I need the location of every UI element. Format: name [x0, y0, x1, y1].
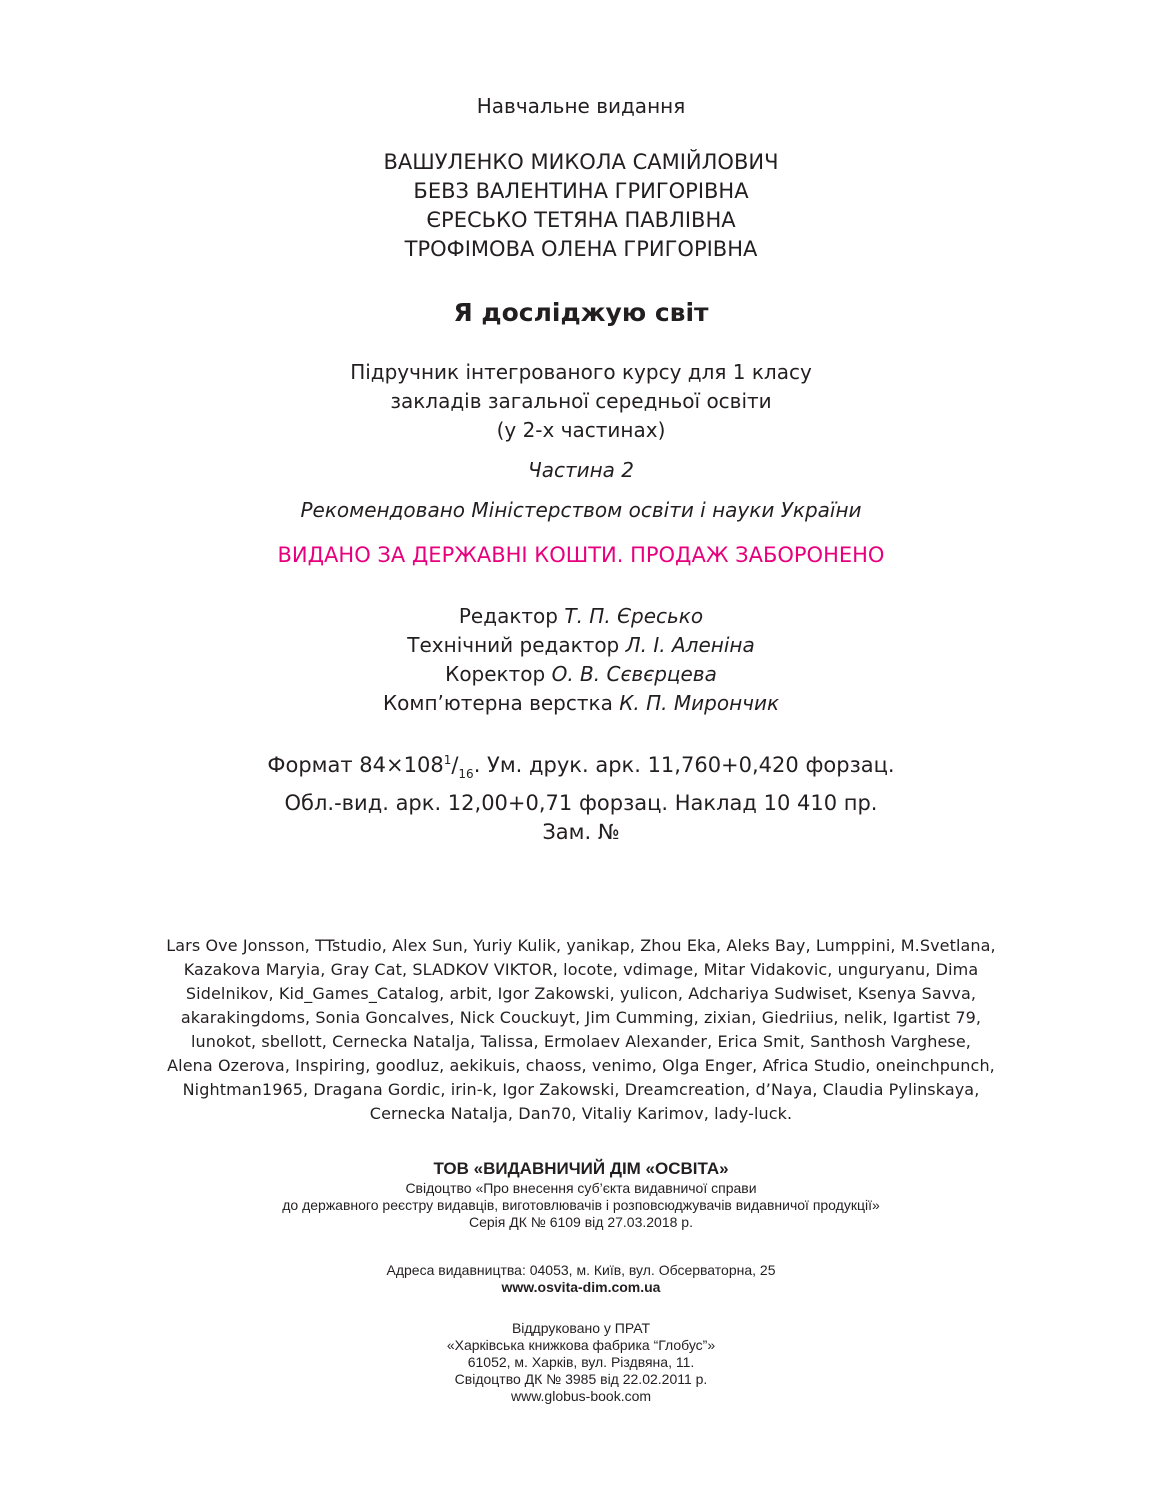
authors-block [0, 148, 1162, 264]
publisher-line: Свідоцтво «Про внесення суб’єкта видавничої справи [405, 1180, 757, 1196]
publisher-line: Серія ДК № 6109 від 27.03.2018 р. [469, 1214, 693, 1230]
format-prefix: Формат 84×108 [267, 753, 444, 777]
order-number: Зам. № [542, 820, 620, 844]
format-slash: / [451, 753, 459, 777]
staff-role: Редактор [458, 604, 558, 628]
author-name: ТРОФІМОВА ОЛЕНА ГРИГОРІВНА [404, 237, 758, 261]
print-run-line: Обл.-вид. арк. 12,00+0,71 форзац. Наклад 10 410 пр. [284, 791, 878, 815]
publisher-block [0, 1158, 1162, 1231]
publisher-line: до державного реєстру видавців, виготовлювачів і розповсюджувачів видавничої продукції» [282, 1197, 880, 1213]
format-denominator: 16 [458, 767, 474, 781]
printer-line: «Харківська книжкова фабрика “Глобус”» [446, 1337, 716, 1353]
image-credits [0, 934, 1162, 1126]
staff-role: Технічний редактор [407, 633, 620, 657]
printer-website-link[interactable]: www.globus-book.com [510, 1388, 652, 1404]
staff-line [0, 602, 1162, 631]
author-name: БЕВЗ ВАЛЕНТИНА ГРИГОРІВНА [413, 179, 749, 203]
staff-name: К. П. Мирончик [619, 691, 780, 715]
staff-line [0, 660, 1162, 689]
credits-line: Alena Ozerova, Inspiring, goodluz, aekikuis, chaoss, venimo, Olga Enger, Africa Studio, oneinchpunch, [167, 1056, 995, 1075]
credits-line: lunokot, sbellott, Cernecka Natalja, Talissa, Ermolaev Alexander, Erica Smit, Santhosh Varghese, [190, 1032, 971, 1051]
credits-line: Kazakova Maryia, Gray Cat, SLADKOV VIKTOR, locote, vdimage, Mitar Vidakovic, unguryanu, Dima [183, 960, 979, 979]
credits-line: Nightman1965, Dragana Gordic, irin-k, Igor Zakowski, Dreamcreation, d’Naya, Claudia Pylinskaya, [182, 1080, 980, 1099]
subtitle-line: Підручник інтегрованого курсу для 1 класу [350, 360, 812, 384]
credits-line: Lars Ove Jonsson, TTstudio, Alex Sun, Yuriy Kulik, yanikap, Zhou Eka, Aleks Bay, Lumppini, M.Svetlana, [166, 936, 996, 955]
subtitle-line: (у 2-х частинах) [496, 418, 666, 442]
credits-line: Cernecka Natalja, Dan70, Vitaliy Karimov, lady-luck. [369, 1104, 793, 1123]
printer-line: 61052, м. Харків, вул. Різдвяна, 11. [467, 1354, 695, 1370]
format-rest: . Ум. друк. арк. 11,760+0,420 форзац. [473, 753, 895, 777]
staff-role: Комп’ютерна верстка [382, 691, 613, 715]
staff-block [0, 602, 1162, 718]
subtitle-block [0, 358, 1162, 445]
publisher-address: Адреса видавництва: 04053, м. Київ, вул. Обсерваторна, 25 [386, 1262, 776, 1278]
staff-name: Т. П. Єресько [564, 604, 704, 628]
printer-line: Віддруковано у ПРАТ [511, 1320, 651, 1336]
address-block [0, 1262, 1162, 1296]
book-title: Я досліджую світ [453, 298, 709, 327]
part-number: Частина 2 [527, 458, 635, 482]
printer-block [0, 1320, 1162, 1405]
format-line [0, 746, 1162, 789]
format-numerator: 1 [443, 753, 452, 767]
staff-role: Коректор [445, 662, 546, 686]
publisher-website-link[interactable]: www.osvita-dim.com.ua [501, 1279, 661, 1295]
staff-name: О. В. Сєвєрцева [551, 662, 717, 686]
staff-name: Л. І. Аленіна [625, 633, 755, 657]
free-distribution-notice: ВИДАНО ЗА ДЕРЖАВНІ КОШТИ. ПРОДАЖ ЗАБОРОНЕНО [277, 543, 885, 567]
author-name: ВАШУЛЕНКО МИКОЛА САМІЙЛОВИЧ [383, 150, 779, 174]
printer-line: Свідоцтво ДК № 3985 від 22.02.2011 р. [454, 1371, 708, 1387]
author-name: ЄРЕСЬКО ТЕТЯНА ПАВЛІВНА [426, 208, 736, 232]
print-specs [0, 746, 1162, 847]
publisher-name: ТОВ «ВИДАВНИЧИЙ ДІМ «ОСВІТА» [433, 1159, 729, 1178]
subtitle-line: закладів загальної середньої освіти [390, 389, 772, 413]
staff-line [0, 689, 1162, 718]
credits-line: Sidelnikov, Kid_Games_Catalog, arbit, Igor Zakowski, yulicon, Adchariya Sudwiset, Ksenya Savva, [185, 984, 977, 1003]
credits-line: akarakingdoms, Sonia Goncalves, Nick Couckuyt, Jim Cumming, zixian, Giedriius, nelik, Igartist 79, [180, 1008, 982, 1027]
recommendation-note: Рекомендовано Міністерством освіти і науки України [300, 498, 862, 522]
edition-type: Навчальне видання [476, 94, 686, 118]
staff-line [0, 631, 1162, 660]
